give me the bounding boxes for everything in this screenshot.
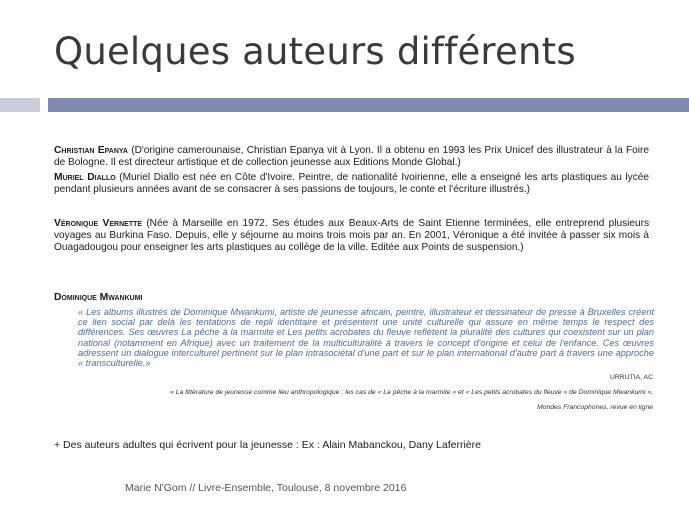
slide-title: Quelques auteurs différents xyxy=(54,30,576,73)
title-underline-gap xyxy=(40,98,48,112)
author-entry-vernette xyxy=(54,218,649,255)
quote-publication: Mondes Francophones, revue en ligne xyxy=(537,404,653,411)
author-entry-epanya xyxy=(54,145,649,169)
author-heading-mwankumi: Dominique Mwankumi xyxy=(54,292,143,303)
author-bio: (D'origine camerounaise, Christian Epanya vit à Lyon. Il a obtenu en 1993 les Prix Unicef des illustrateur à la Foire de Bologne. Il est directeur artistique et de collection jeunesse aux Editions Monde Global.) xyxy=(54,145,650,169)
author-bio: (Muriel Diallo est née en Côte d'Ivoire. Peintre, de nationalité Ivoirienne, elle a enseigné les arts plastiques au lycée pendant plusieurs années avant de se consacrer à ses passions de toujours, le conte et l'écriture illustrés.) xyxy=(54,172,649,196)
title-underline-bar xyxy=(48,98,689,112)
slide-footer: Marie N'Gom // Livre-Ensemble, Toulouse, 8 novembre 2016 xyxy=(125,482,407,494)
quote-author: URRUTIA, AC xyxy=(609,374,653,381)
author-name: Véronique Vernette xyxy=(54,218,143,229)
author-name: Christian Epanya xyxy=(54,145,128,156)
title-underline-left xyxy=(0,98,40,112)
author-name: Muriel Diallo xyxy=(54,172,116,183)
adult-authors-bullet: + Des auteurs adultes qui écrivent pour la jeunesse : Ex : Alain Mabanckou, Dany Laferrière xyxy=(54,439,481,451)
mwankumi-quote: « Les albums illustrés de Dominique Mwankumi, artiste de jeunesse africain, peintre, illustrateur et dessinateur de presse à Bruxelles créent ce lien social par delà les tentations de repli identitaire et présentent une unité culturelle qui assure en même temps le respect des différences. Ses œuvres La pêche à la marmite et Les petits acrobates du fleuve reflètent la pluralité des cultures qui coexistent sur un plan national (notamment en Afrique) avec un traitement de la multiculturalité à travers le concept d'origine et celui de l'enfance. Ces œuvres adressent un dialogue interculturel pertinent sur le plan intrasociétal d'une part et sur le plan international d'autre part à travers une approche « transculturelle.» xyxy=(78,307,654,369)
author-entry-diallo xyxy=(54,172,649,196)
author-bio: (Née à Marseille en 1972. Ses études aux Beaux-Arts de Saint Etienne terminées, elle entreprend plusieurs voyages au Burkina Faso. Depuis, elle y séjourne au moins trois mois par an. En 2001, Véronique a été invitée à passer six mois à Ouagadougou pour enseigner les arts plastiques au collège de la ville. Editée aux Points de suspension.) xyxy=(54,218,649,254)
quote-source: « La littérature de jeunesse comme lieu anthropologique : les cas de « La pêche à la marmite » et « Les petits acrobates du fleuve » de Dominique Mwankumi », xyxy=(170,389,653,396)
